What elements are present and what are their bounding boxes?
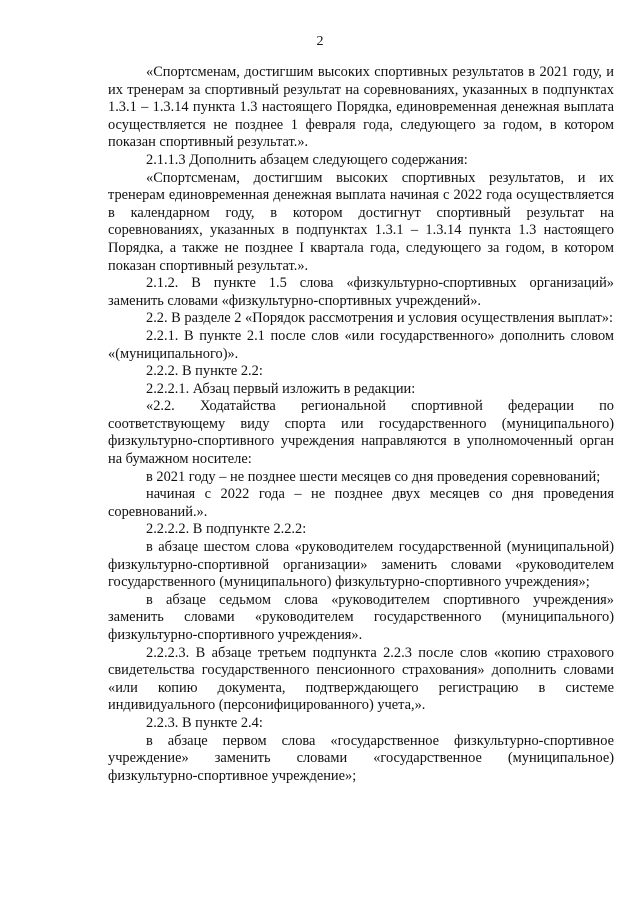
paragraph-10: в 2021 году – не позднее шести месяцев со дня проведения соревнований; xyxy=(146,468,601,485)
paragraph-17: в абзаце первом слова «государственное физкультурно-спортивное учреждение» заменить словами «государственное (муниципальное) физкультурно-спортивное учреждение»; xyxy=(108,732,614,784)
paragraph-2: 2.1.1.3 Дополнить абзацем следующего содержания: xyxy=(146,151,468,168)
paragraph-8: 2.2.2.1. Абзац первый изложить в редакции: xyxy=(146,380,416,397)
paragraph-5: 2.2. В разделе 2 «Порядок рассмотрения и условия осуществления выплат»: xyxy=(146,310,613,327)
paragraph-15: 2.2.2.3. В абзаце третьем подпункта 2.2.3 после слов «копию страхового свидетельства государственного пенсионного страхования» дополнить словами «или копию документа, подтверждающего регистрацию в системе индивидуального (персонифицированного) учета,». xyxy=(108,644,614,714)
paragraph-11: начиная с 2022 года – не позднее двух месяцев со дня проведения соревнований.». xyxy=(108,486,614,520)
page-number: 2 xyxy=(316,34,324,49)
paragraph-13: в абзаце шестом слова «руководителем государственной (муниципальной) физкультурно-спортивной организации» заменить словами «руководителем государственного (муниципального) физкультурно-спортивного учреждения»; xyxy=(108,539,614,591)
paragraph-4: 2.1.2. В пункте 1.5 слова «физкультурно-спортивных организаций» заменить словами «физкультурно-спортивных учреждений». xyxy=(108,275,614,309)
document-body xyxy=(108,64,614,785)
paragraph-6: 2.2.1. В пункте 2.1 после слов «или государственного» дополнить словом «(муниципального)». xyxy=(108,327,614,362)
paragraph-14: в абзаце седьмом слова «руководителем спортивного учреждения» заменить словами «руководителем государственного (муниципального) физкультурно-спортивного учреждения». xyxy=(108,591,614,643)
paragraph-3: «Спортсменам, достигшим высоких спортивных результатов, и их тренерам единовременная денежная выплата начиная с 2022 года осуществляется в календарном году, в котором достигнут спортивный результат на соревнованиях, указанных в подпунктах 1.3.1 – 1.3.14 пункта 1.3 настоящего Порядка, а также не позднее I квартала года, следующего за годом, в котором показан спортивный результат.». xyxy=(108,169,614,274)
paragraph-16: 2.2.3. В пункте 2.4: xyxy=(146,714,263,731)
paragraph-9: «2.2. Ходатайства региональной спортивной федерации по соответствующему виду спорта или государственного (муниципального) физкультурно-спортивного учреждения направляются в уполномоченный орган на бумажном носителе: xyxy=(108,398,614,468)
paragraph-12: 2.2.2.2. В подпункте 2.2.2: xyxy=(146,521,307,538)
paragraph-7: 2.2.2. В пункте 2.2: xyxy=(146,363,263,380)
paragraph-1: «Спортсменам, достигшим высоких спортивных результатов в 2021 году, и их тренерам за спортивный результат на соревнованиях, указанных в подпунктах 1.3.1 – 1.3.14 пункта 1.3 настоящего Порядка, единовременная денежная выплата осуществляется не позднее 1 февраля года, следующего за годом, в котором показан спортивный результат.». xyxy=(108,64,614,151)
